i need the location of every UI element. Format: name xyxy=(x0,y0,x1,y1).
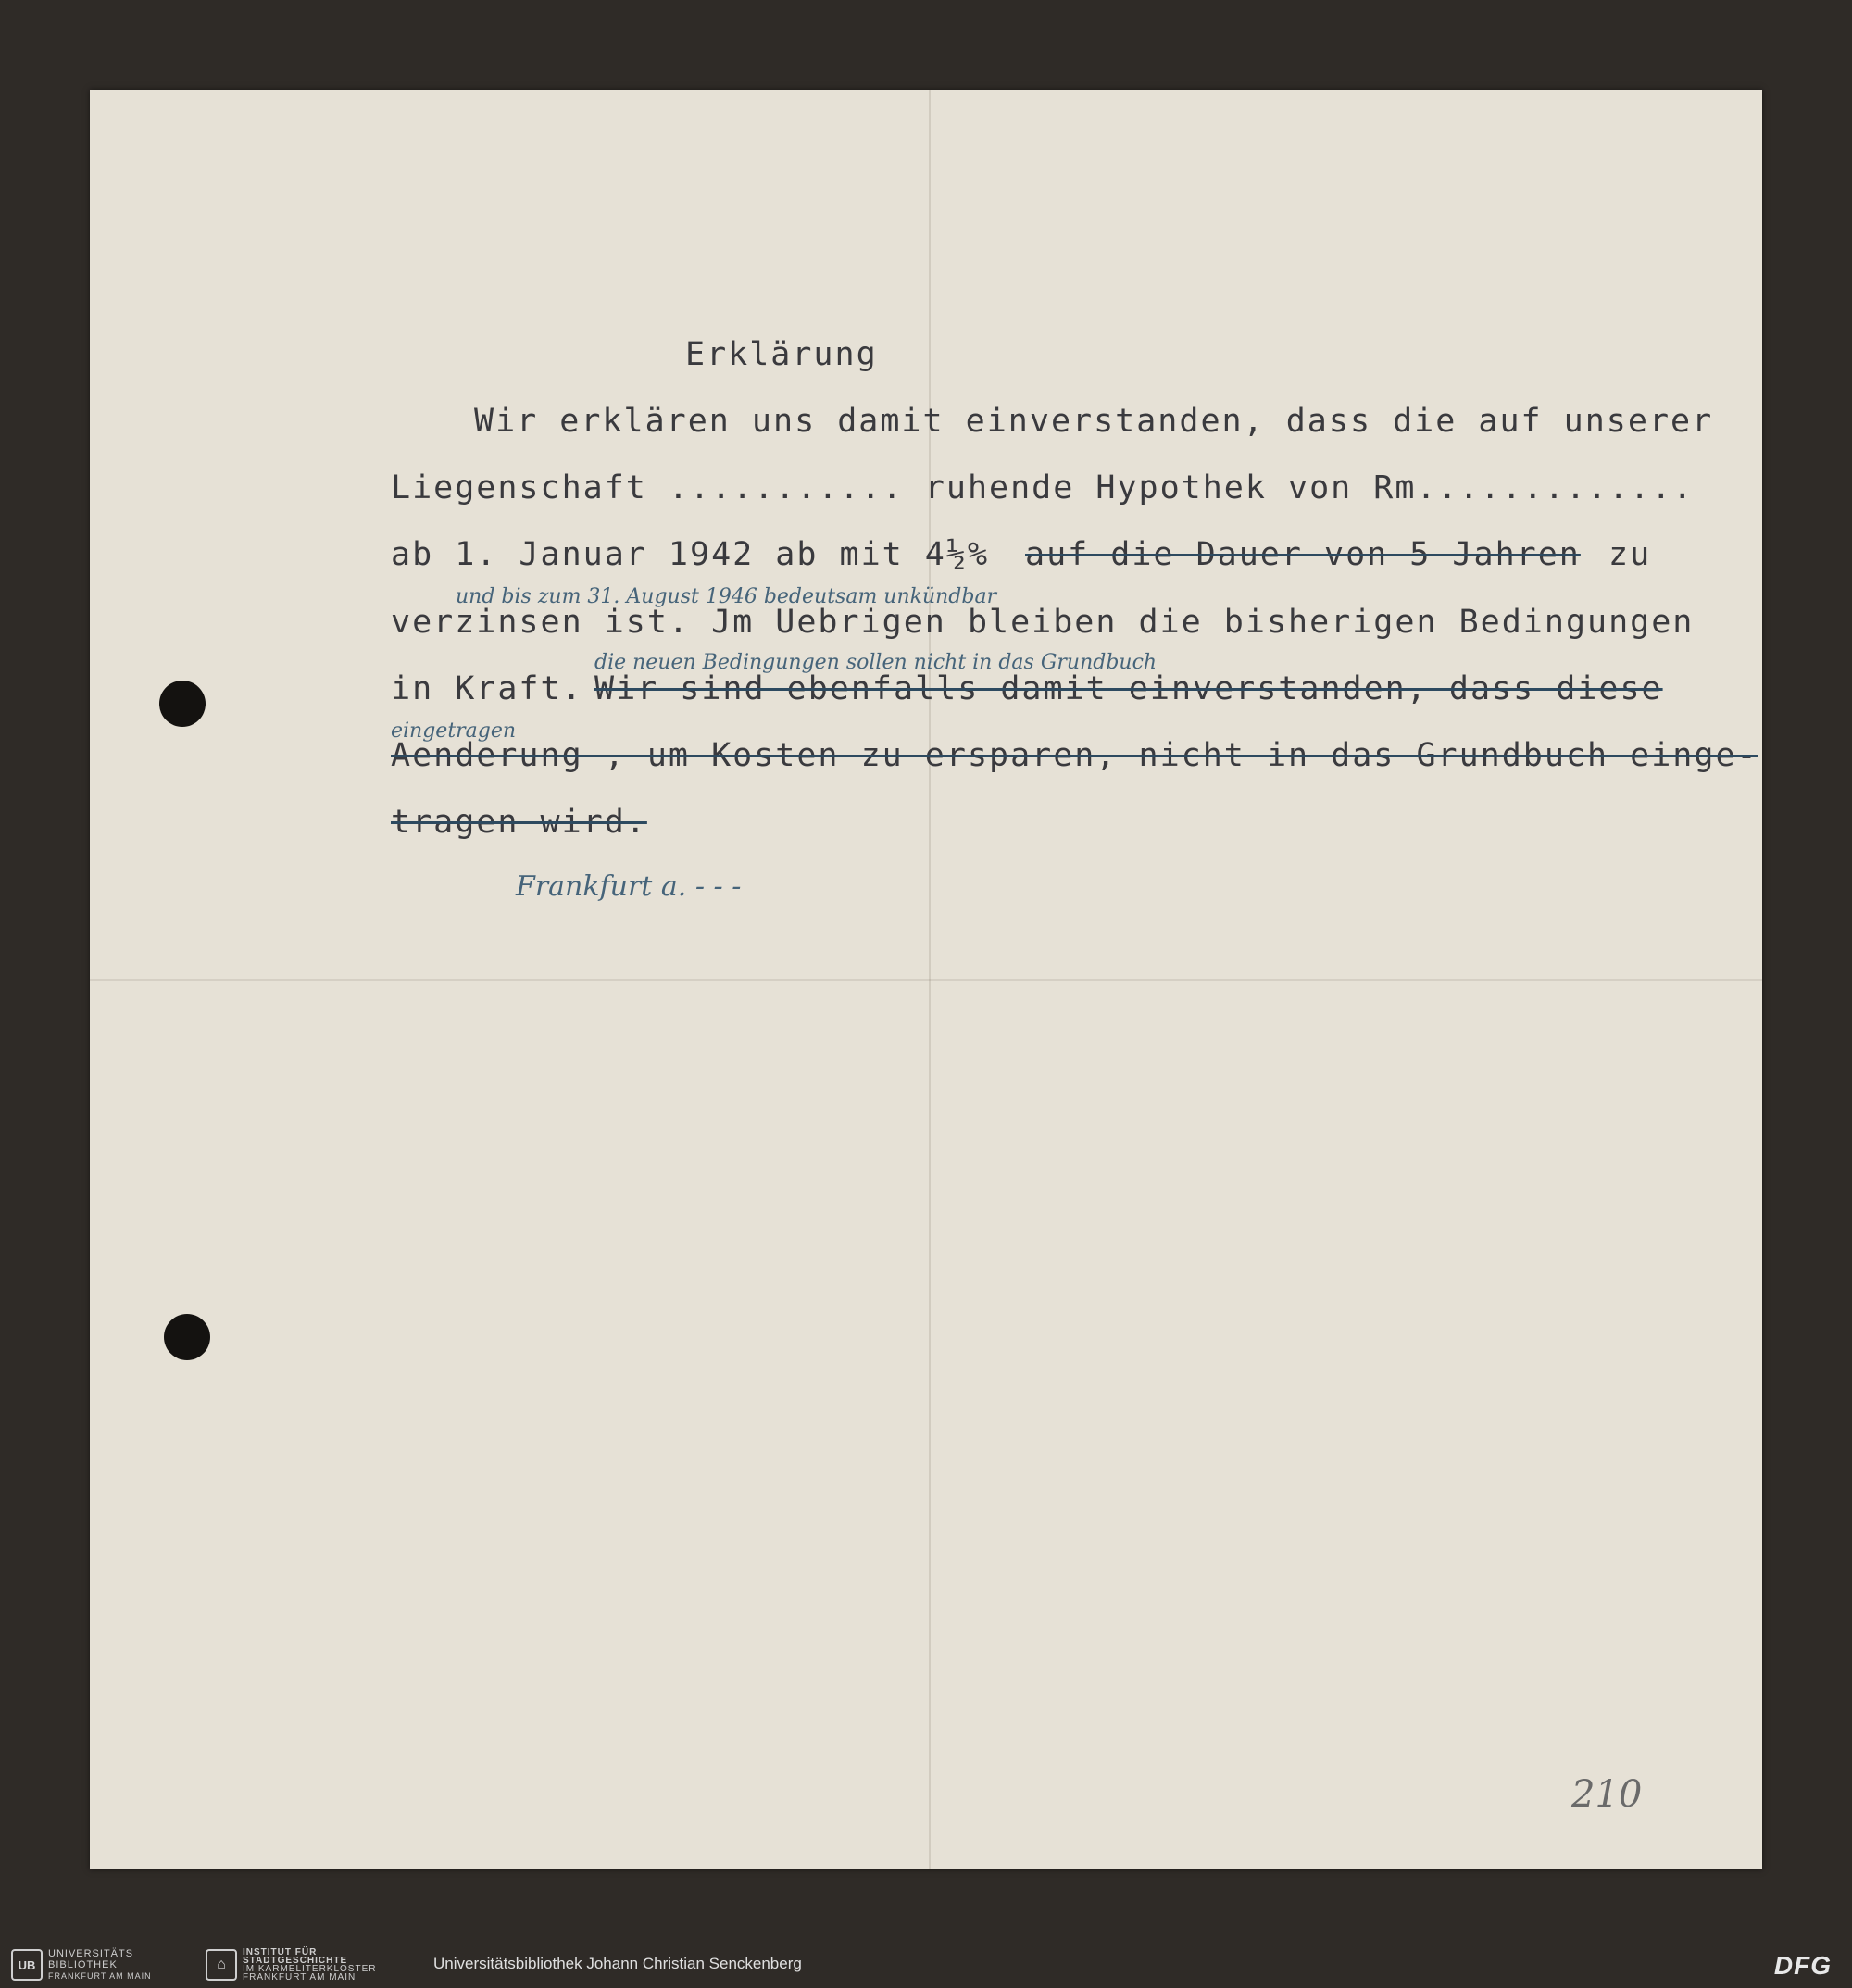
isg-logo-line-1: INSTITUT FÜR xyxy=(243,1947,318,1957)
document-heading: Erklärung xyxy=(685,336,878,373)
text-line-3a: ab 1. Januar 1942 ab mit 4½% xyxy=(391,536,990,573)
footer-bar xyxy=(0,1942,1852,1988)
text-line-3b: zu xyxy=(1608,536,1652,573)
handwritten-place: Frankfurt a. - - - xyxy=(516,870,742,903)
text-line-7-struck: tragen wird. xyxy=(391,804,647,841)
isg-logo-line-2: STADTGESCHICHTE xyxy=(243,1956,348,1966)
punch-hole-top xyxy=(159,681,206,727)
handwritten-insertion-3: eingetragen xyxy=(391,719,517,743)
text-line-2: Liegenschaft ........... ruhende Hypothek von Rm............. xyxy=(391,469,1695,506)
document-page xyxy=(90,90,1762,1869)
dfg-logo: DFG xyxy=(1773,1951,1832,1980)
footer-caption: Universitätsbibliothek Johann Christian Senckenberg xyxy=(433,1955,802,1972)
isg-logo xyxy=(206,1949,376,1981)
text-line-1: Wir erklären uns damit einverstanden, dass die auf unserer xyxy=(474,403,1714,440)
ub-logo-line-2: BIBLIOTHEK xyxy=(48,1959,118,1970)
handwritten-insertion-1: und bis zum 31. August 1946 bedeutsam unkündbar xyxy=(456,585,997,608)
isg-logo-line-3: IM KARMELITERKLOSTER xyxy=(243,1964,377,1974)
ub-logo-line-3: FRANKFURT AM MAIN xyxy=(48,1971,152,1981)
text-line-6-struck: Aenderung , um Kosten zu ersparen, nicht in das Grundbuch einge- xyxy=(391,737,1758,774)
ub-logo-mark: UB xyxy=(11,1949,43,1981)
punch-hole-bottom xyxy=(164,1314,210,1360)
fold-line-horizontal xyxy=(90,979,1762,981)
page-number: 210 xyxy=(1571,1773,1643,1816)
ub-logo-line-1: UNIVERSITÄTS xyxy=(48,1948,134,1959)
isg-logo-line-4: FRANKFURT AM MAIN xyxy=(243,1972,357,1982)
text-line-4: verzinsen ist. Jm Uebrigen bleiben die bisherigen Bedingungen xyxy=(391,604,1695,641)
text-line-5a: in Kraft. xyxy=(391,670,583,707)
isg-logo-mark: ⌂ xyxy=(206,1949,237,1981)
ub-logo xyxy=(11,1949,152,1981)
text-line-5-struck: Wir sind ebenfalls damit einverstanden, dass diese xyxy=(594,670,1663,707)
text-line-3-struck: auf die Dauer von 5 Jahren xyxy=(1025,536,1581,573)
handwritten-insertion-2: die neuen Bedingungen sollen nicht in das Grundbuch xyxy=(594,651,1158,674)
